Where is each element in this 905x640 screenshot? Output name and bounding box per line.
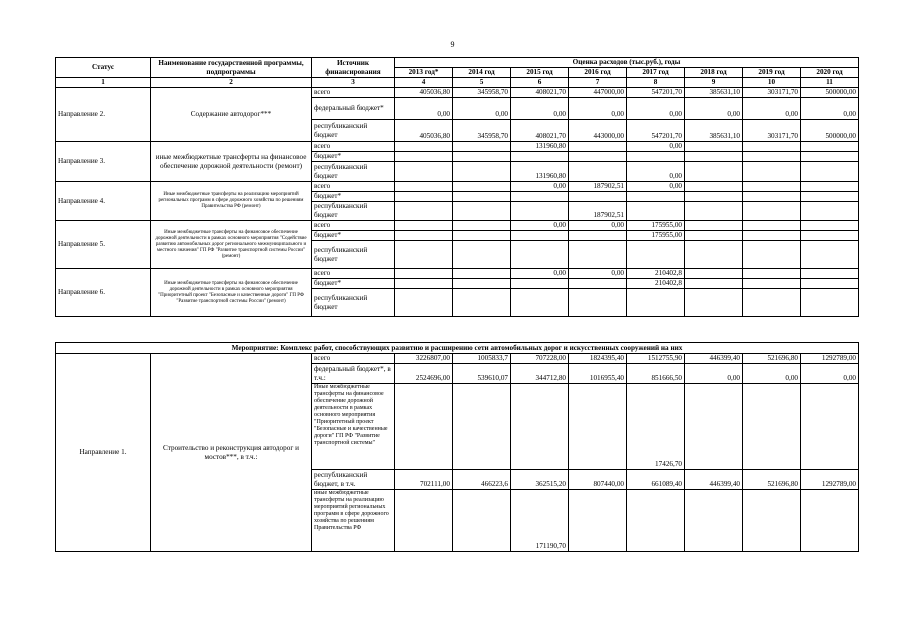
value-cell [627,289,685,317]
header-year: 2015 год [511,68,569,78]
col-number: 8 [627,78,685,88]
funding-source: всего [312,354,395,364]
value-cell: 0,00 [511,221,569,231]
value-cell [395,231,453,241]
value-cell [453,279,511,289]
value-cell: 2524696,00 [395,364,453,384]
value-cell: 446399,40 [685,354,743,364]
funding-source: республиканский бюджет [312,120,395,142]
value-cell [569,231,627,241]
direction-status: Направление 3. [56,142,151,182]
direction-name: Строительство и реконструкция автодорог и мостов***, в т.ч.: [151,354,312,552]
value-cell: 443000,00 [569,120,627,142]
funding-source: всего [312,269,395,279]
value-cell: 0,00 [743,364,801,384]
value-cell [395,279,453,289]
value-cell: 0,00 [569,98,627,120]
value-cell: 0,00 [511,98,569,120]
funding-source: бюджет* [312,152,395,162]
table-row [56,182,859,192]
value-cell [569,162,627,182]
value-cell [743,152,801,162]
value-cell: 500000,00 [801,88,859,98]
funding-source: федеральный бюджет*, в т.ч.: [312,364,395,384]
value-cell [685,384,743,470]
table-row [56,354,859,364]
value-cell [569,289,627,317]
value-cell [395,221,453,231]
value-cell [685,269,743,279]
direction-status: Направление 4. [56,182,151,221]
value-cell [453,221,511,231]
value-cell [395,289,453,317]
value-cell: 3226807,00 [395,354,453,364]
value-cell [395,269,453,279]
value-cell: 547201,70 [627,120,685,142]
value-cell [453,192,511,202]
header-year: 2018 год [685,68,743,78]
value-cell: 539610,07 [453,364,511,384]
value-cell: 405036,80 [395,88,453,98]
value-cell [685,142,743,152]
value-cell [801,221,859,231]
value-cell [511,152,569,162]
col-number: 3 [312,78,395,88]
value-cell: 187902,51 [569,182,627,192]
value-cell [743,192,801,202]
value-cell: 131960,80 [511,142,569,152]
value-cell [395,182,453,192]
value-cell: 1512755,90 [627,354,685,364]
funding-source: Иные межбюджетные трансферты на финансовое обеспечение дорожной деятельности в рамках основного мероприятия "Приоритетный проект "Безопасные и качественные дороги" ГП РФ "Развитие транспортной системы" [312,384,395,470]
header-year: 2019 год [743,68,801,78]
value-cell: 385631,10 [685,88,743,98]
value-cell [453,231,511,241]
value-cell: 0,00 [627,182,685,192]
direction-status: Направление 5. [56,221,151,269]
value-cell [453,152,511,162]
section-title: Мероприятие: Комплекс работ, способствующих развитию и расширению сети автомобильных дорог и искусственных сооружений на них [56,343,859,354]
page-number: 9 [450,40,455,49]
value-cell [569,192,627,202]
value-cell [395,384,453,470]
value-cell: 521696,80 [743,354,801,364]
value-cell [627,192,685,202]
header-estimate: Оценка расходов (тыс.руб.), годы [395,58,859,68]
value-cell: 0,00 [801,98,859,120]
value-cell [627,241,685,269]
value-cell: 1824395,40 [569,354,627,364]
value-cell [453,162,511,182]
value-cell [453,142,511,152]
value-cell: 0,00 [627,98,685,120]
expense-table-directions [55,57,859,317]
value-cell [685,192,743,202]
value-cell [801,202,859,221]
value-cell [395,162,453,182]
value-cell: 0,00 [627,162,685,182]
value-cell [569,152,627,162]
value-cell [743,202,801,221]
value-cell [453,202,511,221]
value-cell: 210402,8 [627,269,685,279]
value-cell: 1005833,7 [453,354,511,364]
value-cell [627,490,685,552]
value-cell: 466223,6 [453,470,511,490]
value-cell [743,241,801,269]
table-row [56,88,859,98]
value-cell [743,269,801,279]
value-cell [395,241,453,269]
value-cell: 661089,40 [627,470,685,490]
value-cell [743,490,801,552]
value-cell [801,490,859,552]
value-cell: 345958,70 [453,88,511,98]
header-program: Наименование государственной программы, подпрограммы [151,58,312,78]
direction-name: Иные межбюджетные трансферты на реализацию мероприятий региональных программ в сфере дорожного хозяйства по решениям Правительства РФ (ремонт) [151,182,312,221]
direction-status: Направление 1. [56,354,151,552]
header-year: 2017 год [627,68,685,78]
value-cell [801,289,859,317]
value-cell [511,241,569,269]
value-cell [511,384,569,470]
value-cell [511,289,569,317]
value-cell: 0,00 [801,364,859,384]
header-year: 2014 год [453,68,511,78]
header-year: 2020 год [801,68,859,78]
value-cell [743,289,801,317]
value-cell: 303171,70 [743,88,801,98]
funding-source: бюджет* [312,279,395,289]
value-cell [685,231,743,241]
col-number: 4 [395,78,453,88]
value-cell: 210402,8 [627,279,685,289]
value-cell [685,202,743,221]
value-cell [801,182,859,192]
value-cell [801,279,859,289]
value-cell [685,162,743,182]
col-number: 9 [685,78,743,88]
value-cell [801,162,859,182]
funding-source: республиканский бюджет [312,162,395,182]
col-number: 11 [801,78,859,88]
direction-name: Содержание автодорог*** [151,88,312,142]
funding-source: республиканский бюджет [312,241,395,269]
value-cell [685,490,743,552]
direction-name: иные межбюджетные трансферты на финансовое обеспечение дорожной деятельности (ремонт) [151,142,312,182]
value-cell: 1292789,00 [801,354,859,364]
value-cell: 187902,51 [569,202,627,221]
value-cell: 175955,00 [627,231,685,241]
table-row [56,269,859,279]
value-cell [743,182,801,192]
value-cell [801,384,859,470]
value-cell [743,231,801,241]
value-cell: 851666,50 [627,364,685,384]
header-year: 2013 год* [395,68,453,78]
value-cell: 446399,40 [685,470,743,490]
funding-source: иные межбюджетные трансферты на реализацию мероприятий региональных программ в сфере дорожного хозяйства по решениям Правительства РФ [312,490,395,552]
value-cell [453,384,511,470]
value-cell: 0,00 [569,269,627,279]
funding-source: бюджет* [312,231,395,241]
value-cell [743,142,801,152]
expense-table-construction [55,342,859,552]
value-cell [569,384,627,470]
value-cell [453,490,511,552]
value-cell: 0,00 [511,269,569,279]
value-cell [569,142,627,152]
value-cell [511,231,569,241]
value-cell [743,279,801,289]
value-cell [743,221,801,231]
value-cell [453,241,511,269]
value-cell [511,192,569,202]
value-cell: 0,00 [395,98,453,120]
direction-name: Иные межбюджетные трансферты на финансовое обеспечение дорожной деятельности в рамках основного мероприятия "Содействие развитию автомобильных дорог регионального межмуниципального и местного значения" ГП РФ "Развитие транспортной системы России" (ремонт) [151,221,312,269]
value-cell: 171190,70 [511,490,569,552]
value-cell: 0,00 [453,98,511,120]
funding-source: всего [312,88,395,98]
value-cell [685,241,743,269]
direction-name: Иные межбюджетные трансферты на финансовое обеспечение дорожной деятельности в рамках основного мероприятия "Приоритетный проект "Безопасные и качественные дороги" ГП РФ "Развитие транспортной системы России" (ремонт) [151,269,312,317]
table-row [56,221,859,231]
value-cell: 303171,70 [743,120,801,142]
col-number: 5 [453,78,511,88]
funding-source: всего [312,182,395,192]
value-cell: 807440,00 [569,470,627,490]
col-number: 6 [511,78,569,88]
value-cell: 0,00 [743,98,801,120]
header-status: Статус [56,58,151,78]
value-cell [627,152,685,162]
value-cell: 345958,70 [453,120,511,142]
value-cell [801,142,859,152]
value-cell [395,490,453,552]
value-cell: 362515,20 [511,470,569,490]
value-cell [801,192,859,202]
value-cell: 408021,70 [511,120,569,142]
value-cell [395,192,453,202]
col-number: 1 [56,78,151,88]
value-cell: 702111,00 [395,470,453,490]
value-cell [569,490,627,552]
header-source: Источник финансирования [312,58,395,78]
direction-status: Направление 2. [56,88,151,142]
funding-source: бюджет* [312,192,395,202]
value-cell [685,289,743,317]
value-cell [627,202,685,221]
value-cell: 707228,00 [511,354,569,364]
header-year: 2016 год [569,68,627,78]
funding-source: всего [312,142,395,152]
value-cell: 547201,70 [627,88,685,98]
value-cell [453,182,511,192]
value-cell [395,142,453,152]
value-cell [569,241,627,269]
direction-status: Направление 6. [56,269,151,317]
value-cell [395,202,453,221]
col-number: 7 [569,78,627,88]
value-cell: 1016955,40 [569,364,627,384]
value-cell [743,384,801,470]
value-cell [453,269,511,279]
funding-source: республиканский бюджет [312,289,395,317]
value-cell [685,221,743,231]
value-cell [801,269,859,279]
value-cell: 447000,00 [569,88,627,98]
value-cell: 0,00 [685,364,743,384]
funding-source: республиканский бюджет [312,202,395,221]
value-cell [395,152,453,162]
value-cell: 175955,00 [627,221,685,231]
value-cell [801,241,859,269]
value-cell: 0,00 [627,142,685,152]
value-cell [511,202,569,221]
table-row [56,142,859,152]
value-cell: 405036,80 [395,120,453,142]
funding-source: федеральный бюджет* [312,98,395,120]
value-cell: 344712,80 [511,364,569,384]
value-cell [685,152,743,162]
value-cell [511,279,569,289]
value-cell: 408021,70 [511,88,569,98]
value-cell: 131960,80 [511,162,569,182]
funding-source: республиканский бюджет, в т.ч. [312,470,395,490]
value-cell: 0,00 [569,221,627,231]
col-number: 2 [151,78,312,88]
value-cell: 1292789,00 [801,470,859,490]
value-cell: 385631,10 [685,120,743,142]
col-number: 10 [743,78,801,88]
funding-source: всего [312,221,395,231]
value-cell [569,279,627,289]
value-cell: 0,00 [511,182,569,192]
value-cell [685,182,743,192]
value-cell: 0,00 [685,98,743,120]
value-cell: 500000,00 [801,120,859,142]
value-cell [743,162,801,182]
value-cell [801,231,859,241]
value-cell: 521696,80 [743,470,801,490]
value-cell [453,289,511,317]
value-cell [801,152,859,162]
value-cell [685,279,743,289]
value-cell: 17426,70 [627,384,685,470]
